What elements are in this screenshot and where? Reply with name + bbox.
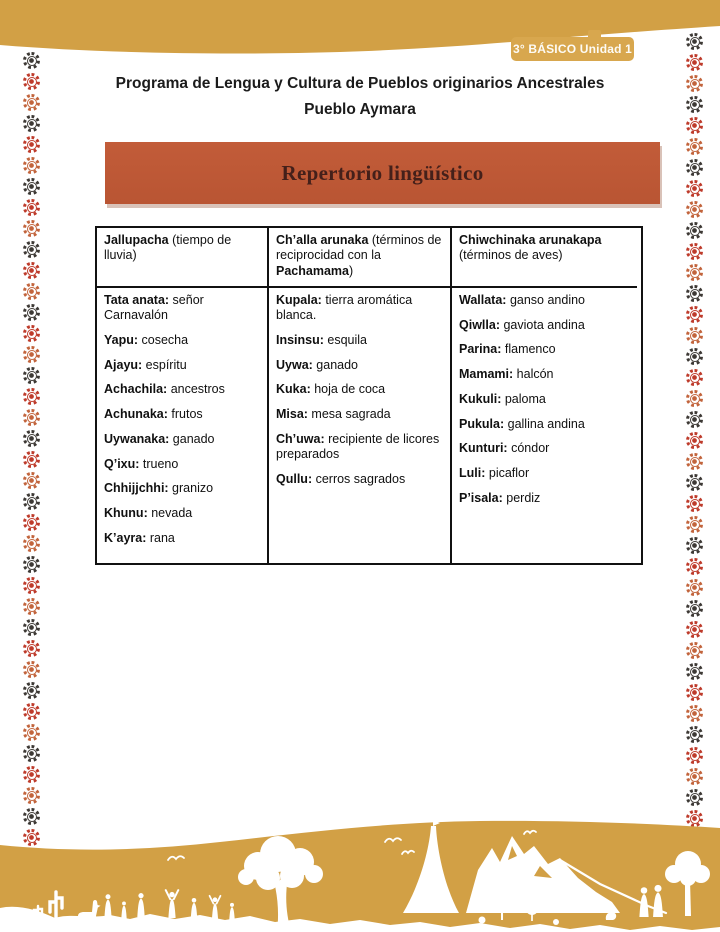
unit-badge-label: 3° BÁSICO Unidad 1 — [512, 42, 633, 56]
gear-rosette-icon — [686, 222, 703, 239]
gear-rosette-icon — [23, 157, 40, 174]
gear-rosette-icon — [686, 411, 703, 428]
vocabulary-table — [95, 226, 643, 565]
term-entry: Achachila: ancestros — [104, 382, 225, 397]
gear-rosette-icon — [23, 514, 40, 531]
gear-rosette-icon — [686, 138, 703, 155]
gear-rosette-icon — [686, 558, 703, 575]
section-banner-title: Repertorio lingüístico — [281, 160, 484, 185]
term-entry: Yapu: cosecha — [104, 332, 189, 347]
gear-rosette-icon — [23, 724, 40, 741]
gear-rosette-icon — [686, 684, 703, 701]
gear-rosette-icon — [686, 243, 703, 260]
gear-rosette-icon — [686, 54, 703, 71]
gear-rosette-icon — [686, 201, 703, 218]
term-entry: Qullu: cerros sagrados — [276, 471, 406, 486]
term-entry: K’ayra: rana — [104, 530, 175, 545]
table-header-chiwchinaka — [452, 228, 637, 288]
gear-rosette-icon — [23, 493, 40, 510]
gear-rosette-icon — [23, 325, 40, 342]
term-entry: Kuka: hoja de coca — [276, 382, 386, 397]
gear-rosette-icon — [686, 495, 703, 512]
term-entry: Achunaka: frutos — [104, 407, 203, 421]
gear-rosette-icon — [686, 726, 703, 743]
gear-rosette-icon — [686, 33, 703, 50]
gear-rosette-icon — [23, 241, 40, 258]
gear-rosette-icon — [23, 640, 40, 657]
header-segment: ) — [348, 263, 354, 278]
term-entry: Q’ixu: trueno — [104, 456, 179, 471]
term-entry: Kukuli: paloma — [459, 391, 546, 406]
term-entry: Tata anata: señor Carnavalón — [104, 292, 204, 322]
table-header-challa-arunaka — [269, 228, 452, 288]
term-entry: Kupala: tierra aromática blanca. — [276, 292, 413, 322]
gear-rosette-icon — [686, 180, 703, 197]
gear-rosette-icon — [23, 682, 40, 699]
term-entry: Uywanaka: ganado — [104, 431, 215, 446]
gear-rosette-icon — [686, 159, 703, 176]
gear-rosette-icon — [23, 451, 40, 468]
term-entry: Khunu: nevada — [104, 506, 193, 520]
page-title-line1: Programa de Lengua y Cultura de Pueblos originarios Ancestrales — [115, 75, 605, 92]
gear-rosette-icon — [23, 661, 40, 678]
landscape-silhouette — [0, 820, 720, 932]
term-entry: P’isala: perdiz — [459, 490, 541, 505]
gear-rosette-icon — [686, 432, 703, 449]
gear-rosette-icon — [686, 600, 703, 617]
gear-rosette-icon — [23, 430, 40, 447]
gear-rosette-icon — [23, 220, 40, 237]
gear-rosette-icon — [23, 577, 40, 594]
header-segment: (términos de reciprocidad con la — [276, 233, 442, 263]
gear-rosette-icon — [23, 346, 40, 363]
gear-rosette-icon — [23, 472, 40, 489]
term-entry: Qiwlla: gaviota andina — [459, 317, 585, 332]
table-header-jallupacha — [97, 228, 269, 288]
term-entry: Luli: picaflor — [459, 466, 530, 480]
unit-badge — [511, 37, 634, 61]
gear-rosette-icon — [686, 369, 703, 386]
gear-rosette-icon — [686, 474, 703, 491]
gear-rosette-icon — [23, 535, 40, 552]
gear-rosette-icon — [23, 52, 40, 69]
gear-rosette-icon — [23, 199, 40, 216]
term-entry: Parina: flamenco — [459, 342, 556, 357]
table-column-jallupacha — [97, 288, 269, 563]
right-ornament-border — [686, 33, 703, 827]
gear-rosette-icon — [23, 388, 40, 405]
gear-rosette-icon — [23, 262, 40, 279]
gear-rosette-icon — [23, 136, 40, 153]
header-segment: (términos de aves) — [459, 248, 563, 263]
gear-rosette-icon — [23, 556, 40, 573]
term-entry: Ch’uwa: recipiente de licores preparados — [276, 431, 440, 461]
gear-rosette-icon — [23, 178, 40, 195]
gear-rosette-icon — [686, 663, 703, 680]
gear-rosette-icon — [686, 516, 703, 533]
gear-rosette-icon — [23, 367, 40, 384]
gear-rosette-icon — [686, 642, 703, 659]
gear-rosette-icon — [23, 703, 40, 720]
term-entry: Insinsu: esquila — [276, 332, 368, 347]
header-segment: Chiwchinaka arunakapa — [459, 233, 602, 247]
gear-rosette-icon — [23, 598, 40, 615]
gear-rosette-icon — [686, 453, 703, 470]
gear-rosette-icon — [23, 745, 40, 762]
header-segment: Ch’alla arunaka — [276, 233, 369, 247]
term-entry: Wallata: ganso andino — [459, 292, 586, 307]
term-entry: Uywa: ganado — [276, 357, 359, 372]
gear-rosette-icon — [686, 285, 703, 302]
gear-rosette-icon — [686, 390, 703, 407]
gear-rosette-icon — [686, 705, 703, 722]
gear-rosette-icon — [686, 537, 703, 554]
term-entry: Misa: mesa sagrada — [276, 407, 391, 421]
gear-rosette-icon — [686, 327, 703, 344]
section-banner — [105, 142, 660, 204]
table-column-chiwchinaka — [452, 288, 637, 563]
gear-rosette-icon — [23, 409, 40, 426]
term-entry: Chhijjchhi: granizo — [104, 481, 214, 496]
gear-rosette-icon — [23, 787, 40, 804]
table-column-challa-arunaka — [269, 288, 452, 563]
gear-rosette-icon — [686, 747, 703, 764]
gear-rosette-icon — [686, 621, 703, 638]
gear-rosette-icon — [23, 304, 40, 321]
header-segment: Pachamama — [276, 263, 349, 278]
page-title-line2: Pueblo Aymara — [304, 101, 416, 118]
gear-rosette-icon — [23, 619, 40, 636]
header-segment: (tiempo de lluvia) — [104, 233, 232, 263]
term-entry: Mamami: halcón — [459, 367, 554, 381]
gear-rosette-icon — [686, 789, 703, 806]
page-title — [0, 71, 720, 123]
gear-rosette-icon — [23, 766, 40, 783]
gear-rosette-icon — [23, 283, 40, 300]
term-entry: Kunturi: cóndor — [459, 441, 550, 456]
gear-rosette-icon — [686, 306, 703, 323]
term-entry: Pukula: gallina andina — [459, 416, 585, 431]
gear-rosette-icon — [686, 348, 703, 365]
header-segment: Jallupacha — [104, 233, 169, 247]
left-ornament-border — [23, 52, 40, 846]
gear-rosette-icon — [686, 768, 703, 785]
gear-rosette-icon — [686, 264, 703, 281]
gear-rosette-icon — [686, 579, 703, 596]
term-entry: Ajayu: espíritu — [104, 357, 187, 372]
